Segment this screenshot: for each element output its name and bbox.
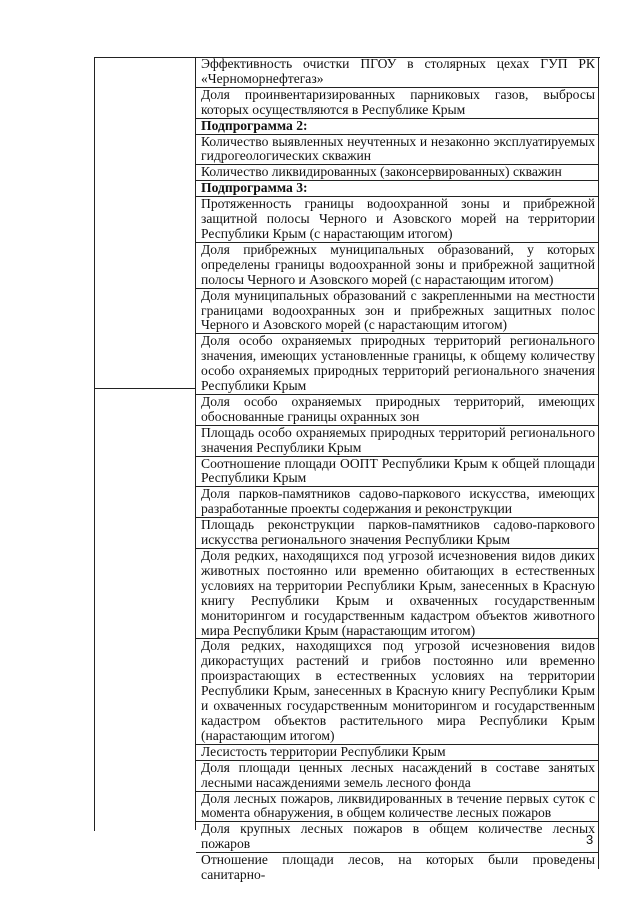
indicator-row: Количество выявленных неучтенных и незаконно эксплуатируемых гидрогеологических скважин xyxy=(196,135,599,166)
indicator-row: Доля особо охраняемых природных территорий регионального значения, имеющих установленные границы, к общему количеству особо охраняемых природных территорий регионального значения Республики Крым xyxy=(196,334,599,395)
indicator-row: Доля муниципальных образований с закрепленными на местности границами водоохранных зон и прибрежных защитных полос Черного и Азовского морей (с нарастающим итогом) xyxy=(196,289,599,335)
indicator-row: Лесистость территории Республики Крым xyxy=(196,745,599,761)
indicator-row: Доля особо охраняемых природных территорий, имеющих обоснованные границы охранных зон xyxy=(196,395,599,426)
indicator-row: Площадь реконструкции парков-памятников садово-паркового искусства регионального значения Республики Крым xyxy=(196,518,599,549)
indicator-row: Количество ликвидированных (законсервированных) скважин xyxy=(196,165,599,181)
indicator-row: Доля парков-памятников садово-паркового искусства, имеющих разработанные проекты содержания и реконструкции xyxy=(196,487,599,518)
indicator-row: Соотношение площади ООПТ Республики Крым к общей площади Республики Крым xyxy=(196,457,599,488)
indicator-row: Отношение площади лесов, на которых были проведены санитарно- xyxy=(196,853,599,869)
indicator-table xyxy=(196,56,599,883)
left-column-cell-2 xyxy=(94,388,196,830)
indicator-row: Эффективность очистки ПГОУ в столярных цехах ГУП РК «Черноморнефтегаз» xyxy=(196,57,599,88)
page-number: 3 xyxy=(586,832,594,847)
indicator-row: Доля редких, находящихся под угрозой исчезновения видов диких животных постоянно или временно обитающих в естественных условиях на территории Республики Крым, занесенных в Красную книгу Республики Крым и охваченных государственным мониторингом и государственным кадастром объектов животного мира Республики Крым (нарастающим итогом) xyxy=(196,549,599,639)
indicator-row: Доля лесных пожаров, ликвидированных в течение первых суток с момента обнаружения, в общем количестве лесных пожаров xyxy=(196,792,599,823)
indicator-row: Площадь особо охраняемых природных территорий регионального значения Республики Крым xyxy=(196,426,599,457)
indicator-row: Доля прибрежных муниципальных образований, у которых определены границы водоохранной зоны и прибрежной защитной полосы Черного и Азовского морей (с нарастающим итогом) xyxy=(196,243,599,289)
indicator-row: Доля крупных лесных пожаров в общем количестве лесных пожаров xyxy=(196,822,599,853)
indicator-row: Доля проинвентаризированных парниковых газов, выбросы которых осуществляются в Республике Крым xyxy=(196,88,599,119)
left-column-cell-1 xyxy=(94,57,196,388)
indicator-row: Доля редких, находящихся под угрозой исчезновения видов дикорастущих растений и грибов постоянно или временно произрастающих в естественных условиях на территории Республики Крым, занесенных в Красную книгу Республики Крым и охваченных государственным мониторингом и государственным кадастром объектов растительного мира Республики Крым (нарастающим итогом) xyxy=(196,639,599,744)
subprogram-heading: Подпрограмма 3: xyxy=(196,181,599,197)
indicator-row: Протяженность границы водоохранной зоны и прибрежной защитной полосы Черного и Азовского морей на территории Республики Крым (с нарастающим итогом) xyxy=(196,197,599,243)
indicator-row: Доля площади ценных лесных насаждений в составе занятых лесными насаждениями земель лесного фонда xyxy=(196,761,599,792)
subprogram-heading: Подпрограмма 2: xyxy=(196,119,599,135)
